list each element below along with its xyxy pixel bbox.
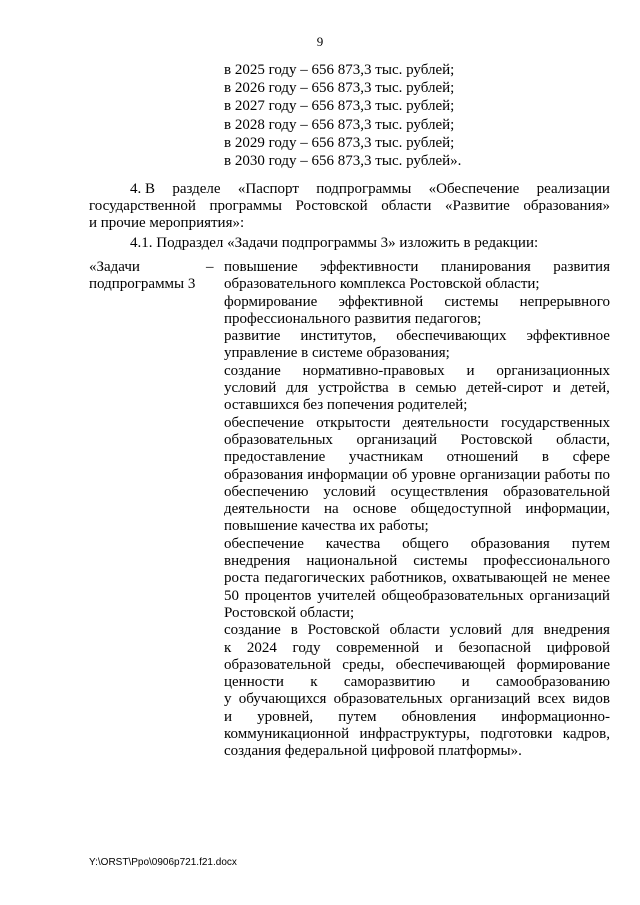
- paragraph-4-line-2: [89, 198, 610, 215]
- word: году: [292, 639, 321, 656]
- word: Ростовской области;: [224, 604, 355, 621]
- word: образования: [470, 535, 550, 552]
- tasks-label-line-1: «Задачи: [89, 259, 140, 275]
- word: условий: [449, 622, 502, 639]
- word: повышение качества их работы;: [224, 518, 429, 535]
- task-line: [224, 553, 610, 570]
- word: деятельности: [402, 414, 489, 431]
- word: 50: [224, 587, 239, 604]
- word: детей,: [570, 380, 610, 397]
- word: для: [511, 622, 534, 639]
- word: обеспечение: [224, 535, 304, 552]
- word: области: [381, 197, 432, 214]
- word: профессионального развития педагогов;: [224, 310, 482, 327]
- word: разделе: [172, 181, 221, 197]
- word: обеспечение: [224, 414, 304, 431]
- word: 2024: [246, 639, 277, 656]
- word: Ростовской: [295, 197, 368, 214]
- word: педагогических: [264, 570, 365, 587]
- word: Ростовской: [460, 431, 533, 448]
- task-line: [224, 657, 610, 674]
- word: институтов,: [300, 328, 377, 345]
- budget-line: в 2027 году – 656 873,3 тыс. рублей;: [224, 98, 455, 115]
- word: обеспечению: [224, 483, 309, 500]
- word: создание: [224, 362, 281, 379]
- word: информационно-: [501, 708, 610, 725]
- word: организаций: [356, 431, 437, 448]
- word: к: [310, 674, 318, 691]
- word: государственной: [89, 197, 196, 214]
- tasks-text: [224, 259, 610, 761]
- task-line: [224, 276, 610, 293]
- word: для: [286, 380, 309, 397]
- budget-line: в 2028 году – 656 873,3 тыс. рублей;: [224, 116, 455, 133]
- word: роста: [224, 570, 260, 587]
- word: системы: [444, 293, 499, 310]
- task-line: [224, 518, 610, 535]
- word: детей-сирот: [466, 380, 543, 397]
- task-line: [224, 691, 610, 708]
- task-line: [224, 726, 610, 743]
- word: в: [290, 622, 298, 639]
- word: «Паспорт: [237, 181, 299, 197]
- paragraph-4-line-3: и прочие мероприятия»:: [89, 214, 245, 231]
- word: программы: [209, 197, 282, 214]
- word: и: [552, 380, 561, 397]
- task-line: [224, 743, 610, 760]
- word: обучающихся: [238, 691, 327, 708]
- word: об: [392, 466, 408, 483]
- word: развития: [553, 259, 610, 275]
- word: основе: [352, 501, 397, 518]
- word: всех: [537, 691, 566, 708]
- budget-line: в 2030 году – 656 873,3 тыс. рублей».: [224, 153, 462, 170]
- word: управление в системе образования;: [224, 345, 450, 362]
- word: подпрограммы: [316, 181, 412, 197]
- word: условий: [224, 380, 277, 397]
- word: национальной: [306, 553, 398, 570]
- word: по: [594, 466, 610, 483]
- word: не: [552, 570, 568, 587]
- word: профессионального: [483, 553, 610, 570]
- word: предоставление: [224, 449, 326, 466]
- word: образования: [224, 466, 304, 483]
- word: обеспечивающей: [395, 656, 506, 673]
- word: подготовки: [480, 726, 553, 743]
- word: цифровой: [546, 639, 610, 656]
- word: в: [541, 449, 549, 466]
- word: эффективной: [338, 293, 424, 310]
- word: общего: [402, 535, 449, 552]
- word: устройства: [318, 380, 389, 397]
- word: непрерывного: [519, 293, 610, 310]
- word: участникам: [348, 449, 424, 466]
- word: системы: [413, 553, 468, 570]
- word: государственных: [501, 414, 610, 431]
- word: коммуникационной: [224, 726, 350, 743]
- word: уровней,: [257, 708, 314, 725]
- budget-line: в 2029 году – 656 873,3 тыс. рублей;: [224, 134, 455, 151]
- word: организаций: [449, 691, 531, 708]
- paragraph-4-line-1: [89, 181, 610, 198]
- word: качества: [325, 535, 381, 552]
- word: саморазвитию: [343, 674, 436, 691]
- task-line: [224, 380, 610, 397]
- word: эффективное: [526, 328, 610, 345]
- word: образования»: [523, 197, 610, 214]
- word: и: [434, 639, 443, 656]
- word: информации,: [525, 501, 610, 518]
- task-line: [224, 501, 610, 518]
- task-line: [224, 397, 610, 414]
- task-line: [224, 484, 610, 501]
- word: самообразованию: [496, 674, 610, 691]
- word: организации: [459, 466, 541, 483]
- word: Ростовской: [307, 622, 380, 639]
- word: образовательного комплекса Ростовской области;: [224, 276, 540, 293]
- task-line: [224, 294, 610, 311]
- word: осуществления: [390, 483, 489, 500]
- word: учителей: [317, 587, 376, 604]
- task-line: [224, 709, 610, 726]
- word: процентов: [244, 587, 312, 604]
- word: 4. В: [130, 181, 156, 197]
- word: создание: [224, 622, 281, 639]
- task-line: [224, 345, 610, 362]
- task-line: [224, 259, 610, 276]
- word: в: [398, 380, 406, 397]
- word: «Развитие: [444, 197, 510, 214]
- word: развитие: [224, 328, 281, 345]
- word: и: [461, 674, 470, 691]
- word: планирования: [441, 259, 531, 275]
- task-line: [224, 536, 610, 553]
- word: образовательной: [503, 483, 610, 500]
- word: внедрения: [543, 622, 610, 639]
- word: инфраструктуры,: [359, 726, 470, 743]
- word: семью: [415, 380, 457, 397]
- word: области: [389, 622, 440, 639]
- word: образовательных: [333, 691, 443, 708]
- word: безопасной: [458, 639, 532, 656]
- budget-line: в 2025 году – 656 873,3 тыс. рублей;: [224, 62, 455, 78]
- word: образовательной: [224, 656, 331, 673]
- word: менее: [572, 570, 610, 587]
- task-line: [224, 588, 610, 605]
- word: повышение: [224, 259, 298, 275]
- word: эффективности: [320, 259, 419, 275]
- word: оставшихся без попечения родителей;: [224, 397, 468, 414]
- task-line: [224, 415, 610, 432]
- word: создания федеральной цифровой платформы».: [224, 743, 522, 760]
- tasks-label-line-2: подпрограммы 3: [89, 276, 196, 293]
- task-line: [224, 570, 610, 587]
- word: области,: [556, 431, 610, 448]
- word: внедрения: [224, 553, 291, 570]
- word: общедоступной: [410, 501, 512, 518]
- word: к: [224, 639, 232, 656]
- word: путем: [338, 708, 377, 725]
- tasks-label: [89, 259, 219, 294]
- word: охватывающей: [451, 570, 548, 587]
- word: и: [466, 362, 475, 379]
- word: отношений: [446, 449, 519, 466]
- paragraph-4-1: [89, 235, 610, 252]
- word: обновления: [401, 708, 477, 725]
- label-dash: –: [206, 259, 214, 275]
- budget-line: в 2026 году – 656 873,3 тыс. рублей;: [224, 80, 455, 97]
- word: видов: [572, 691, 610, 708]
- word: уровне: [411, 466, 456, 483]
- task-line: [224, 622, 610, 639]
- word: путем: [571, 535, 610, 552]
- word: работников,: [370, 570, 447, 587]
- task-line: [224, 311, 610, 328]
- word: организационных: [496, 362, 610, 379]
- task-line: [224, 328, 610, 345]
- word: деятельности: [224, 501, 310, 518]
- task-line: [224, 640, 610, 657]
- paragraph-4-1-text: 4.1. Подраздел «Задачи подпрограммы 3» изложить в редакции:: [130, 235, 539, 251]
- word: образовательных: [224, 431, 333, 448]
- word: кадров,: [562, 726, 610, 743]
- word: сфере: [572, 449, 610, 466]
- task-line: [224, 449, 610, 466]
- word: организаций: [529, 587, 610, 604]
- word: работы: [544, 466, 591, 483]
- word: формирование: [224, 293, 318, 310]
- task-line: [224, 467, 610, 484]
- word: обеспечивающих: [396, 328, 507, 345]
- task-line: [224, 605, 610, 622]
- page-number: 9: [316, 34, 324, 49]
- footer-file-path: Y:\ORST\Ppo\0906p721.f21.docx: [89, 857, 237, 868]
- task-line: [224, 432, 610, 449]
- word: информации: [307, 466, 388, 483]
- paragraph-4: [89, 181, 610, 232]
- word: на: [324, 501, 339, 518]
- word: и: [224, 708, 233, 725]
- word: ценности: [224, 674, 284, 691]
- word: реализации: [536, 181, 610, 197]
- word: «Обеспечение: [428, 181, 520, 197]
- word: общеобразовательных: [381, 587, 524, 604]
- word: у: [224, 691, 232, 708]
- task-line: [224, 674, 610, 691]
- word: условий: [323, 483, 376, 500]
- task-line: [224, 363, 610, 380]
- word: нормативно-правовых: [302, 362, 445, 379]
- word: формирование: [516, 656, 610, 673]
- word: открытости: [316, 414, 391, 431]
- word: современной: [336, 639, 420, 656]
- word: среды,: [342, 656, 385, 673]
- budget-lines: [224, 61, 524, 170]
